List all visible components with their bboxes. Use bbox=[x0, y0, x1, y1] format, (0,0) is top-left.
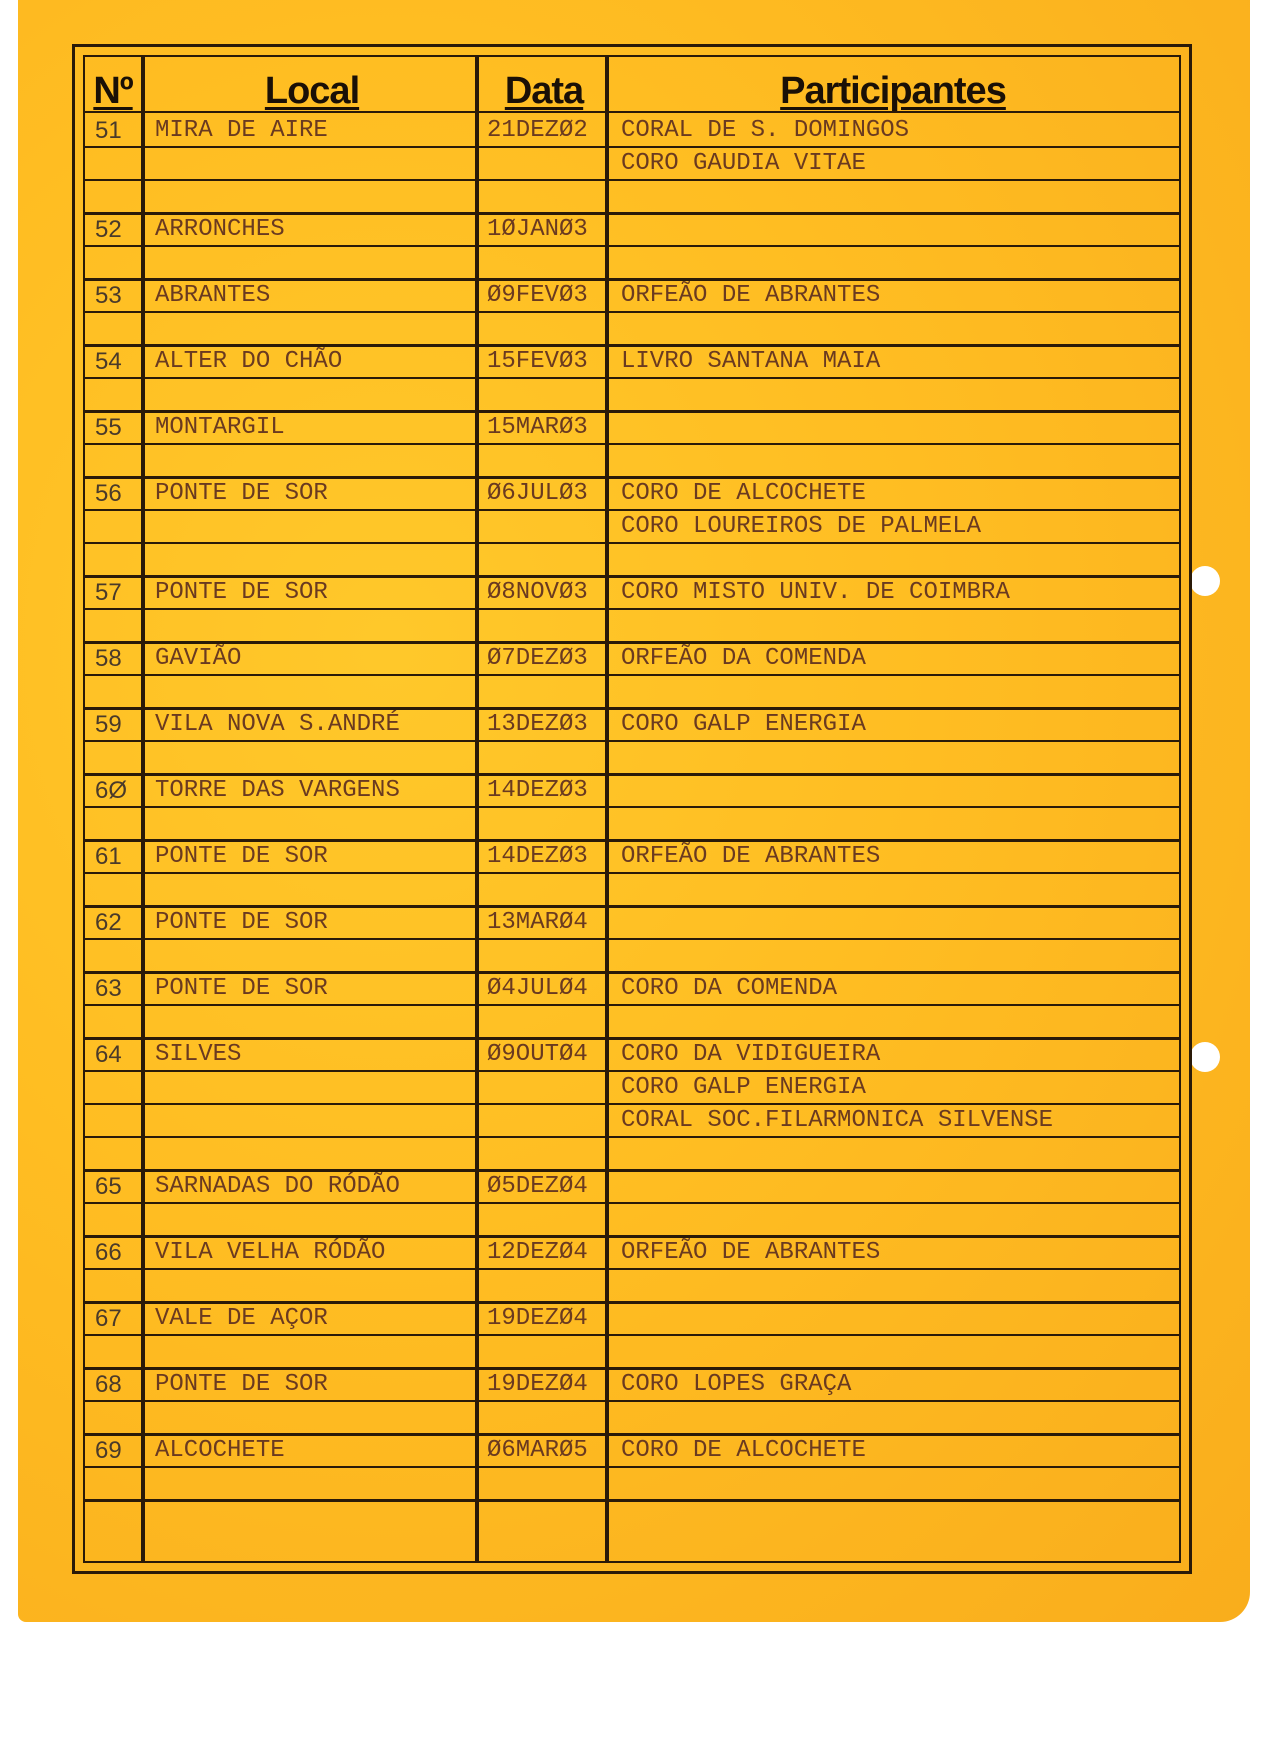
entry-date: 19DEZØ4 bbox=[487, 1371, 588, 1398]
ruled-line bbox=[85, 773, 1179, 776]
entry-date: 13DEZØ3 bbox=[487, 711, 588, 738]
punch-hole bbox=[1190, 566, 1220, 596]
entry-local: SILVES bbox=[155, 1041, 242, 1068]
entry-local: ALTER DO CHÃO bbox=[155, 348, 343, 375]
entry-number: 56 bbox=[95, 480, 122, 507]
ruled-line bbox=[85, 1433, 1179, 1436]
ruled-line bbox=[85, 1367, 1179, 1370]
entry-local: VALE DE AÇOR bbox=[155, 1305, 328, 1332]
ruled-line bbox=[85, 245, 1179, 247]
entry-local: PONTE DE SOR bbox=[155, 579, 328, 606]
entry-date: 1ØJANØ3 bbox=[487, 216, 588, 243]
entry-number: 53 bbox=[95, 282, 122, 309]
entry-participant: CORO GAUDIA VITAE bbox=[621, 150, 866, 177]
entry-number: 66 bbox=[95, 1239, 122, 1266]
entry-participant: CORO DA VIDIGUEIRA bbox=[621, 1041, 881, 1068]
entry-number: 62 bbox=[95, 909, 122, 936]
ruled-line bbox=[85, 1136, 1179, 1138]
ruled-line bbox=[85, 278, 1179, 281]
entry-local: VILA VELHA RÓDÃO bbox=[155, 1239, 386, 1266]
ruled-line bbox=[85, 839, 1179, 842]
entry-local: PONTE DE SOR bbox=[155, 909, 328, 936]
entry-number: 6Ø bbox=[95, 777, 128, 804]
entry-participant: ORFEÃO DA COMENDA bbox=[621, 645, 866, 672]
entry-local: MONTARGIL bbox=[155, 414, 285, 441]
ruled-line bbox=[85, 1400, 1179, 1402]
entry-number: 67 bbox=[95, 1305, 122, 1332]
ruled-line bbox=[85, 674, 1179, 676]
ruled-line bbox=[85, 146, 1179, 148]
ruled-line bbox=[85, 509, 1179, 511]
entry-number: 55 bbox=[95, 414, 122, 441]
ruled-line bbox=[85, 212, 1179, 215]
entry-participant: CORAL DE S. DOMINGOS bbox=[621, 117, 910, 144]
ruled-line bbox=[85, 377, 1179, 379]
entry-local: PONTE DE SOR bbox=[155, 843, 328, 870]
entry-date: Ø5DEZØ4 bbox=[487, 1173, 588, 1200]
entry-local: SARNADAS DO RÓDÃO bbox=[155, 1173, 400, 1200]
entry-number: 64 bbox=[95, 1041, 122, 1068]
entry-participant: CORO MISTO UNIV. DE COIMBRA bbox=[621, 579, 1010, 606]
ruled-line bbox=[85, 1466, 1179, 1468]
entry-date: 15FEVØ3 bbox=[487, 348, 588, 375]
entry-date: 13MARØ4 bbox=[487, 909, 588, 936]
entry-number: 57 bbox=[95, 579, 122, 606]
entry-local: GAVIÃO bbox=[155, 645, 242, 672]
entry-local: VILA NOVA S.ANDRÉ bbox=[155, 711, 400, 738]
ruled-line bbox=[85, 311, 1179, 313]
entry-participant: LIVRO SANTANA MAIA bbox=[621, 348, 881, 375]
entry-date: Ø9FEVØ3 bbox=[487, 282, 588, 309]
ruled-line bbox=[85, 608, 1179, 610]
entry-local: PONTE DE SOR bbox=[155, 480, 328, 507]
entry-participant: ORFEÃO DE ABRANTES bbox=[621, 282, 881, 309]
entry-date: 12DEZØ4 bbox=[487, 1239, 588, 1266]
entry-participant: CORO LOPES GRAÇA bbox=[621, 1371, 852, 1398]
entry-date: 19DEZØ4 bbox=[487, 1305, 588, 1332]
entry-date: Ø9OUTØ4 bbox=[487, 1041, 588, 1068]
entry-date: Ø8NOVØ3 bbox=[487, 579, 588, 606]
entry-participant: CORO DA COMENDA bbox=[621, 975, 838, 1002]
header-data: Data bbox=[504, 70, 584, 112]
entry-number: 61 bbox=[95, 843, 122, 870]
entry-number: 52 bbox=[95, 216, 122, 243]
entry-number: 59 bbox=[95, 711, 122, 738]
ruled-line bbox=[85, 179, 1179, 181]
ruled-line bbox=[85, 1070, 1179, 1072]
register-table bbox=[72, 44, 1192, 1574]
entry-participant: CORO LOUREIROS DE PALMELA bbox=[621, 513, 982, 540]
ruled-line bbox=[85, 1037, 1179, 1040]
ruled-line bbox=[85, 872, 1179, 874]
entry-number: 51 bbox=[95, 117, 122, 144]
entry-date: Ø4JULØ4 bbox=[487, 975, 588, 1002]
entry-participant: CORO DE ALCOCHETE bbox=[621, 480, 866, 507]
ruled-line bbox=[85, 344, 1179, 347]
ruled-line bbox=[85, 410, 1179, 413]
ruled-line bbox=[85, 1301, 1179, 1304]
header-local: Local bbox=[264, 70, 360, 112]
entry-number: 65 bbox=[95, 1173, 122, 1200]
entry-local: PONTE DE SOR bbox=[155, 1371, 328, 1398]
ruled-line bbox=[85, 443, 1179, 445]
entry-number: 58 bbox=[95, 645, 122, 672]
entry-participant: CORO GALP ENERGIA bbox=[621, 1074, 866, 1101]
ruled-line bbox=[85, 740, 1179, 742]
entry-participant: ORFEÃO DE ABRANTES bbox=[621, 1239, 881, 1266]
entry-local: ALCOCHETE bbox=[155, 1437, 285, 1464]
entry-number: 68 bbox=[95, 1371, 122, 1398]
ruled-line bbox=[85, 641, 1179, 644]
ruled-line bbox=[85, 905, 1179, 908]
entry-local: ARRONCHES bbox=[155, 216, 285, 243]
entry-number: 69 bbox=[95, 1437, 122, 1464]
table-inner-border bbox=[83, 55, 1181, 1563]
ruled-line bbox=[85, 1499, 1179, 1502]
entry-number: 63 bbox=[95, 975, 122, 1002]
ruled-line bbox=[85, 1103, 1179, 1105]
entry-local: MIRA DE AIRE bbox=[155, 117, 328, 144]
ruled-line bbox=[85, 1268, 1179, 1270]
entry-date: 15MARØ3 bbox=[487, 414, 588, 441]
ruled-line bbox=[85, 938, 1179, 940]
ruled-line bbox=[85, 1202, 1179, 1204]
header-participantes: Participantes bbox=[780, 70, 1006, 112]
entry-local: PONTE DE SOR bbox=[155, 975, 328, 1002]
ruled-line bbox=[85, 971, 1179, 974]
header-num: Nº bbox=[93, 70, 133, 112]
entry-date: Ø7DEZØ3 bbox=[487, 645, 588, 672]
ruled-line bbox=[85, 1169, 1179, 1172]
ruled-line bbox=[85, 707, 1179, 710]
entry-number: 54 bbox=[95, 348, 122, 375]
ruled-line bbox=[85, 575, 1179, 578]
ruled-line bbox=[85, 1004, 1179, 1006]
entry-date: 14DEZØ3 bbox=[487, 843, 588, 870]
entry-participant: CORO GALP ENERGIA bbox=[621, 711, 866, 738]
entry-participant: ORFEÃO DE ABRANTES bbox=[621, 843, 881, 870]
entry-date: 21DEZØ2 bbox=[487, 117, 588, 144]
entry-date: 14DEZØ3 bbox=[487, 777, 588, 804]
entry-participant: CORO DE ALCOCHETE bbox=[621, 1437, 866, 1464]
entry-date: Ø6JULØ3 bbox=[487, 480, 588, 507]
ruled-line bbox=[85, 1235, 1179, 1238]
ruled-line bbox=[85, 476, 1179, 479]
ruled-line bbox=[85, 806, 1179, 808]
entry-local: ABRANTES bbox=[155, 282, 271, 309]
entry-date: Ø6MARØ5 bbox=[487, 1437, 588, 1464]
ruled-line bbox=[85, 1334, 1179, 1336]
punch-hole bbox=[1190, 1042, 1220, 1072]
header-rule bbox=[85, 111, 1179, 113]
entry-local: TORRE DAS VARGENS bbox=[155, 777, 400, 804]
entry-participant: CORAL SOC.FILARMONICA SILVENSE bbox=[621, 1107, 1054, 1134]
ruled-line bbox=[85, 542, 1179, 544]
